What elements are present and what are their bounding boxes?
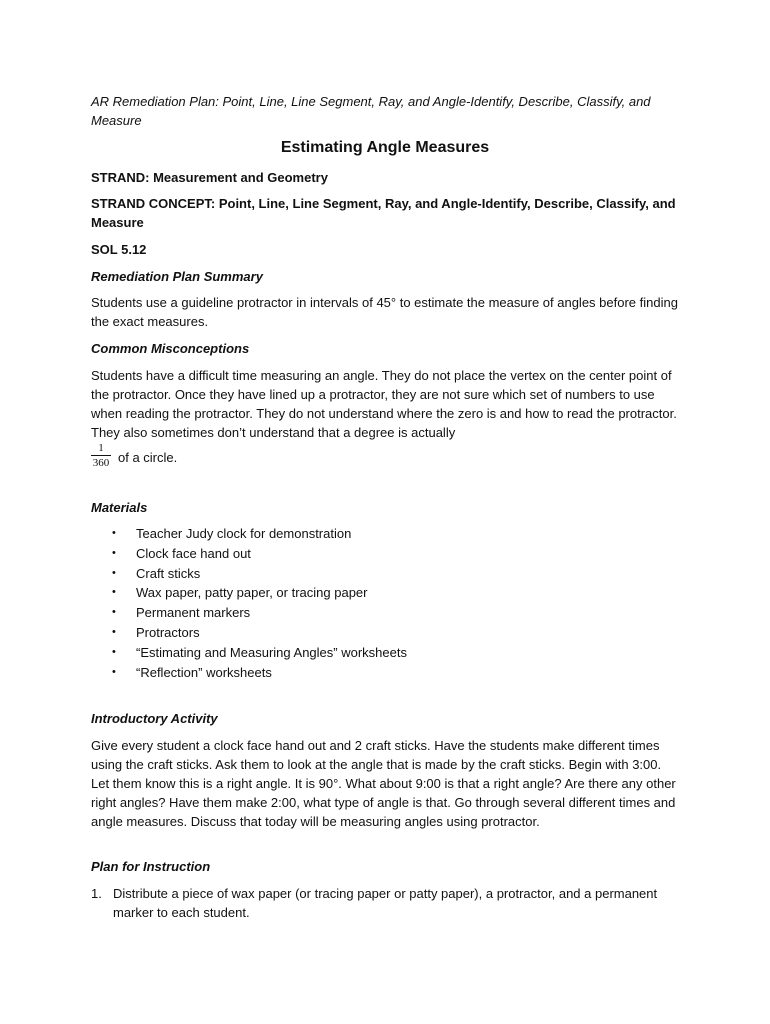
fraction-tail-text: of a circle. [118,450,178,465]
materials-heading: Materials [91,500,148,515]
bullet-icon: • [112,606,116,619]
list-item [112,564,407,584]
list-item [112,544,407,564]
bullet-icon: • [112,566,116,579]
bullet-icon: • [112,665,116,678]
bullet-icon: • [112,546,116,559]
fraction-numerator: 1 [98,442,104,454]
step-text: Distribute a piece of wax paper (or tracing paper or patty paper), a protractor, and a permanent marker to each student. [113,886,658,920]
material-label: Clock face hand out [136,545,251,561]
material-label: Craft sticks [136,565,201,581]
material-label: “Estimating and Measuring Angles” worksheets [136,644,407,660]
bullet-icon: • [112,586,116,599]
list-item [112,643,407,663]
summary-text: Students use a guideline protractor in intervals of 45° to estimate the measure of angles before finding the exact measures. [91,295,678,329]
list-item [91,884,681,922]
list-item [112,524,407,544]
materials-list [112,524,407,682]
intro-text: Give every student a clock face hand out and 2 craft sticks. Have the students make different times using the craft sticks. Ask them to look at the angle that is made by the craft sticks. Begin with 3:00. Let them know this is a right angle. It is 90°. What about 9:00 is that a right angle? Are there any other right angles? Have them make 2:00, what type of angle is that. Go through several different times and angle measures. Discuss that today will be measuring angles using protractor. [91,738,676,829]
plan-steps [91,884,681,922]
document-title: Estimating Angle Measures [280,139,490,156]
material-label: Wax paper, patty paper, or tracing paper [136,585,368,601]
material-label: Permanent markers [136,605,251,621]
list-item [112,583,407,603]
list-item [112,623,407,643]
bullet-icon: • [112,625,116,638]
fraction-bar [91,455,111,456]
sol-line: SOL 5.12 [91,242,147,257]
summary-heading: Remediation Plan Summary [91,269,263,284]
strand-concept-line: STRAND CONCEPT: Point, Line, Line Segment, Ray, and Angle-Identify, Describe, Classify, and Measure [91,196,676,230]
step-number: 1. [91,886,102,901]
material-label: Teacher Judy clock for demonstration [136,526,352,541]
intro-heading: Introductory Activity [91,711,218,726]
strand-line: STRAND: Measurement and Geometry [91,170,328,185]
misconceptions-text: Students have a difficult time measuring an angle. They do not place the vertex on the center point of the protractor. Once they have lined up a protractor, they are not sure which set of numbers to use when reading the protractor. They do not understand where the zero is and how to read the protractor. They also sometimes don’t understand that a degree is actually [91,368,677,440]
material-label: Protractors [136,624,200,640]
misconceptions-heading: Common Misconceptions [91,341,250,356]
fraction-denominator: 360 [92,457,110,469]
material-label: “Reflection” worksheets [136,664,272,680]
document-header: AR Remediation Plan: Point, Line, Line Segment, Ray, and Angle-Identify, Describe, Classify, and Measure [91,94,651,128]
list-item [112,603,407,623]
list-item [112,663,407,683]
bullet-icon: • [112,645,116,658]
plan-heading: Plan for Instruction [91,859,211,874]
bullet-icon: • [112,527,116,539]
fraction-one-360 [91,442,111,469]
